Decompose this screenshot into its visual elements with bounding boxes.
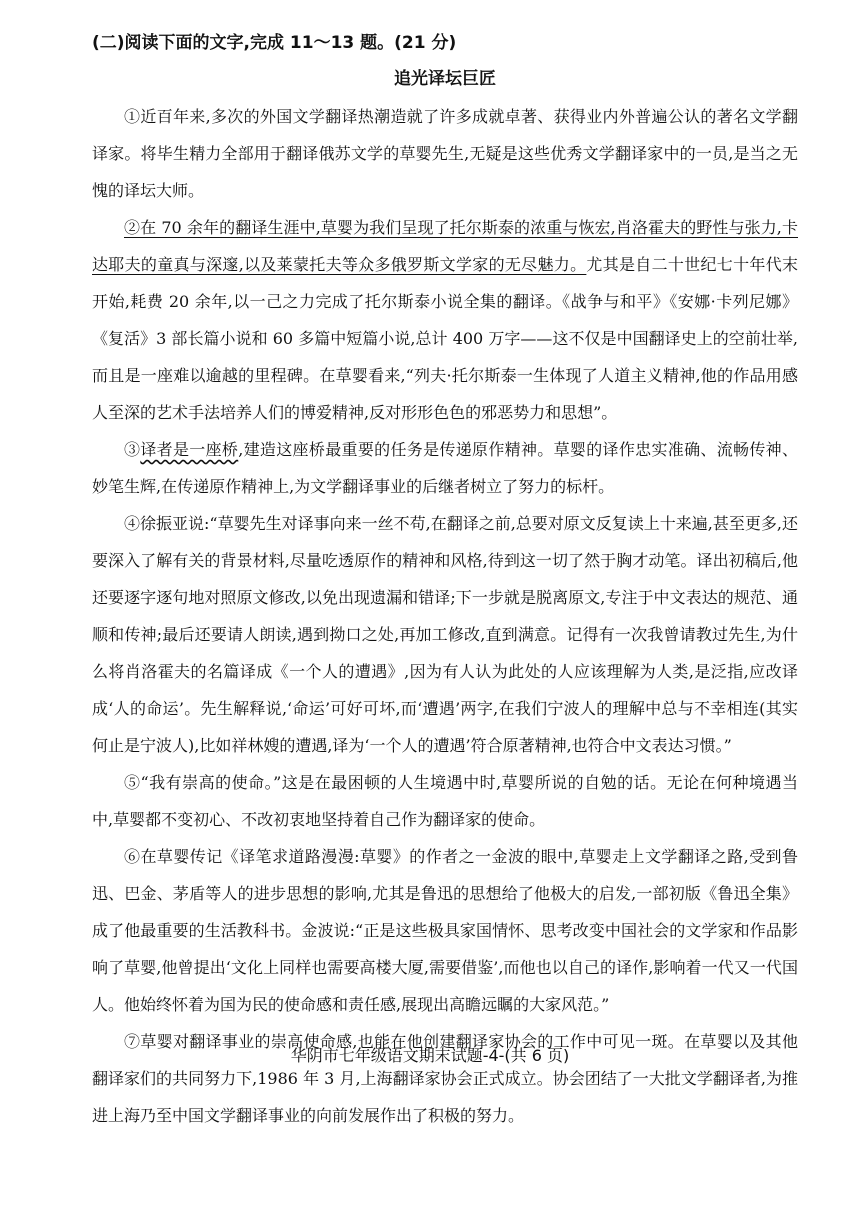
wavy-underlined-phrase: 译者是一座桥	[140, 440, 239, 459]
paragraph-3-rest: ,建造这座桥最重要的任务是传递原作精神。草婴的译作忠实准确、流畅传神、妙笔生辉,在传递原作精神上,为文学翻译事业的后继者树立了努力的标杆。	[92, 440, 798, 496]
paragraph-2-rest: 尤其是自二十世纪七十年代末开始,耗费 20 余年,以一己之力完成了托尔斯泰小说全集的翻译。《战争与和平》《安娜·卡列尼娜》《复活》3 部长篇小说和 60 多篇中短篇小说,总计 400 万字——这不仅是中国翻译史上的空前壮举,而且是一座难以逾越的里程碑。在草婴看来,“列夫·托尔斯泰一生体现了人道主义精神,他的作品用感人至深的艺术手法培养人们的博爱精神,反对形形色色的邪恶势力和思想”。	[92, 255, 798, 422]
paragraph-2	[92, 209, 798, 431]
page-footer: 华阴市七年级语文期末试题-4-(共 6 页)	[290, 1046, 570, 1065]
article-title: 追光译坛巨匠	[394, 69, 496, 89]
paragraph-3-number: ③	[124, 440, 141, 459]
underlined-sentence: ②在 70 余年的翻译生涯中,草婴为我们呈现了托尔斯泰的浓重与恢宏,肖洛霍夫的野性与张力,卡达耶夫的童真与深邃,以及莱蒙托夫等众多俄罗斯文学家的无尽魅力。	[92, 218, 798, 274]
paragraph-6: ⑥在草婴传记《译笔求道路漫漫:草婴》的作者之一金波的眼中,草婴走上文学翻译之路,受到鲁迅、巴金、茅盾等人的进步思想的影响,尤其是鲁迅的思想给了他极大的启发,一部初版《鲁迅全集》成了他最重要的生活教科书。金波说:“正是这些极具家国情怀、思考改变中国社会的文学家和作品影响了草婴,他曾提出‘文化上同样也需要高楼大厦,需要借鉴’,而他也以自己的译作,影响着一代又一代国人。他始终怀着为国为民的使命感和责任感,展现出高瞻远瞩的大家风范。”	[92, 847, 798, 1014]
section-heading: (二)阅读下面的文字,完成 11～13 题。(21 分)	[92, 33, 457, 53]
paragraph-7: ⑦草婴对翻译事业的崇高使命感,也能在他创建翻译家协会的工作中可见一斑。在草婴以及其他翻译家们的共同努力下,1986 年 3 月,上海翻译家协会正式成立。协会团结了一大批文学翻译者,为推进上海乃至中国文学翻译事业的向前发展作出了积极的努力。	[92, 1032, 798, 1125]
paragraph-5: ⑤“我有崇高的使命。”这是在最困顿的人生境遇中时,草婴所说的自勉的话。无论在何种境遇当中,草婴都不变初心、不改初衷地坚持着自己作为翻译家的使命。	[92, 773, 798, 829]
paragraph-1: ①近百年来,多次的外国文学翻译热潮造就了许多成就卓著、获得业内外普遍公认的著名文学翻译家。将毕生精力全部用于翻译俄苏文学的草婴先生,无疑是这些优秀文学翻译家中的一员,是当之无愧的译坛大师。	[92, 107, 798, 200]
paragraph-3	[92, 431, 798, 505]
paragraph-4: ④徐振亚说:“草婴先生对译事向来一丝不苟,在翻译之前,总要对原文反复读上十来遍,甚至更多,还要深入了解有关的背景材料,尽量吃透原作的精神和风格,待到这一切了然于胸才动笔。译出初稿后,他还要逐字逐句地对照原文修改,以免出现遗漏和错译;下一步就是脱离原文,专注于中文表达的规范、通顺和传神;最后还要请人朗读,遇到拗口之处,再加工修改,直到满意。记得有一次我曾请教过先生,为什么将肖洛霍夫的名篇译成《一个人的遭遇》,因为有人认为此处的人应该理解为人类,是泛指,应改译成‘人的命运’。先生解释说,‘命运’可好可坏,而‘遭遇’两字,在我们宁波人的理解中总与不幸相连(其实何止是宁波人),比如祥林嫂的遭遇,译为‘一个人的遭遇’符合原著精神,也符合中文表达习惯。”	[92, 514, 798, 755]
